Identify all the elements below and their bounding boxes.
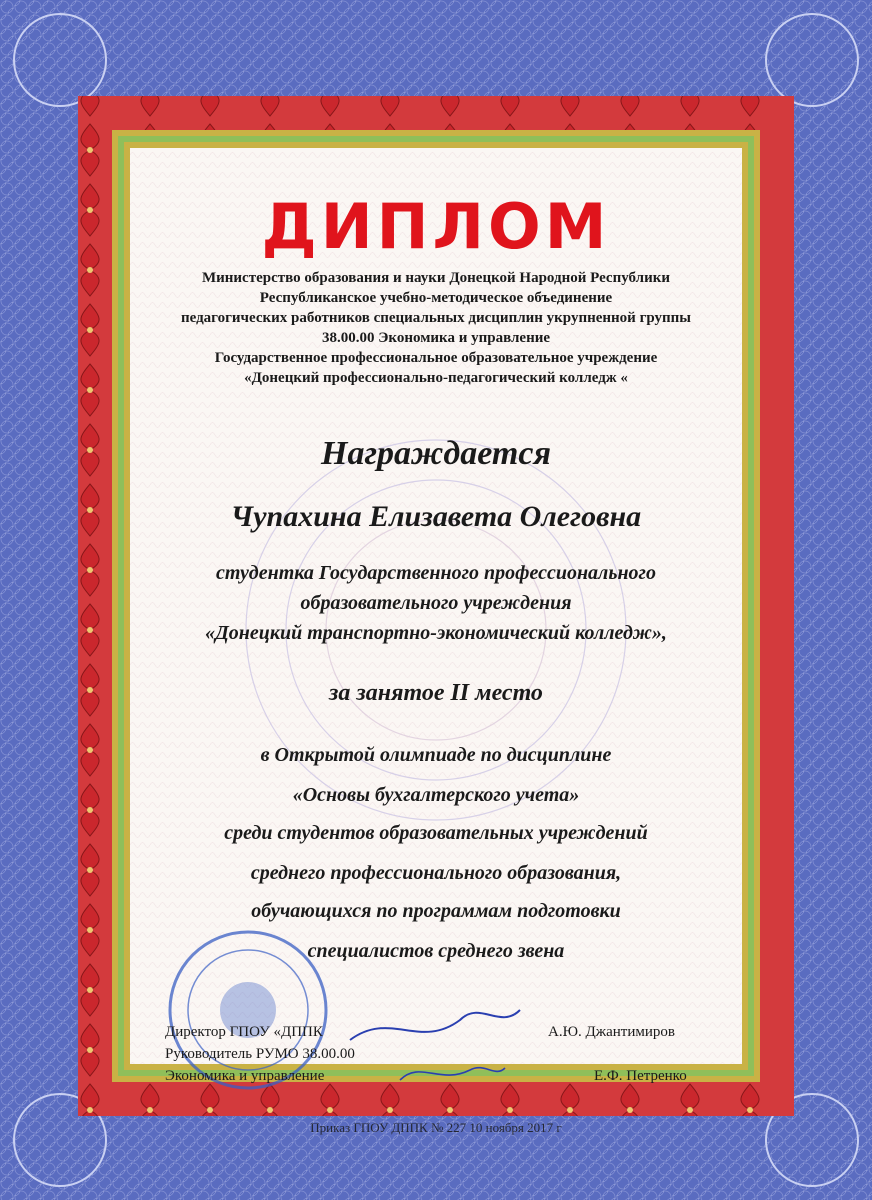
header-line-6: «Донецкий профессионально-педагогический колледж « (244, 370, 628, 386)
header-line-5: Государственное профессиональное образовательное учреждение (214, 350, 658, 366)
place-awarded: за занятое II место (329, 680, 543, 706)
event-desc-2: «Основы бухгалтерского учета» (292, 784, 580, 806)
recipient-desc-3: «Донецкий транспортно-экономический колледж», (205, 622, 667, 644)
signature-label-specialty: Экономика и управление (165, 1068, 325, 1084)
header-line-1: Министерство образования и науки Донецкой Народной Республики (201, 270, 671, 286)
event-desc-5: обучающихся по программам подготовки (251, 900, 621, 922)
header-line-2: Республиканское учебно-методическое объединение (259, 290, 613, 306)
event-desc-3: среди студентов образовательных учреждений (224, 822, 648, 844)
header-line-3: педагогических работников специальных дисциплин укрупненной группы (180, 310, 692, 326)
header-line-4: 38.00.00 Экономика и управление (321, 330, 551, 346)
signatory-name-director: А.Ю. Джантимиров (548, 1024, 675, 1040)
event-desc-1: в Открытой олимпиаде по дисциплине (260, 744, 612, 766)
order-reference: Приказ ГПОУ ДППК № 227 10 ноября 2017 г (310, 1120, 562, 1135)
recipient-desc-1: студентка Государственного профессионального (216, 562, 656, 584)
recipient-name: Чупахина Елизавета Олеговна (230, 500, 642, 533)
event-desc-6: специалистов среднего звена (307, 940, 565, 962)
recipient-desc-2: образовательного учреждения (300, 592, 572, 614)
event-desc-4: среднего профессионального образования, (250, 862, 622, 884)
signature-label-rumo: Руководитель РУМО 38.00.00 (165, 1046, 355, 1062)
diploma-title: ДИПЛОМ (261, 190, 611, 263)
signatory-name-rumo: Е.Ф. Петренко (594, 1068, 687, 1084)
signature-label-director: Директор ГПОУ «ДППК (165, 1024, 323, 1040)
award-heading: Награждается (321, 435, 551, 472)
